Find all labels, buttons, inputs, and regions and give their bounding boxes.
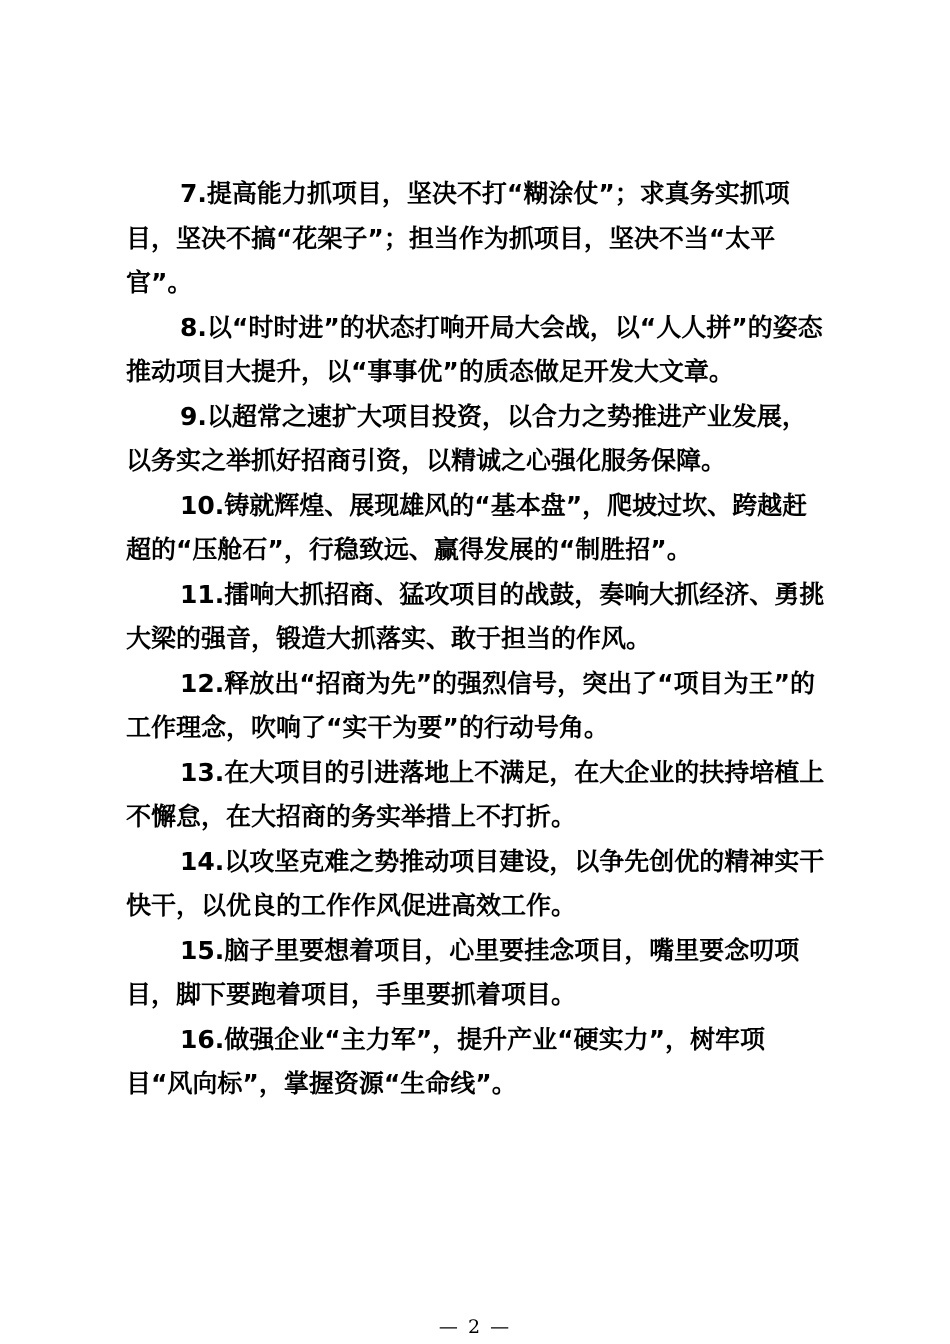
paragraph-text: 以攻坚克难之势推动项目建设，以争先创优的精神实干快干，以优良的工作作风促进高效工作。 [126,846,825,920]
paragraph-item-9 [126,395,830,484]
paragraph-text: 做强企业“主力军”，提升产业“硬实力”，树牢项目“风向标”，掌握资源“生命线”。 [126,1024,766,1098]
paragraph-text: 擂响大抓招商、猛攻项目的战鼓，奏响大抓经济、勇挑大梁的强音，锻造大抓落实、敢于担当的作风。 [126,579,825,653]
paragraph-item-8 [126,306,830,395]
paragraph-item-15 [126,929,830,1018]
paragraph-text: 在大项目的引进落地上不满足，在大企业的扶持培植上不懈怠，在大招商的务实举措上不打折。 [126,757,825,831]
paragraph-text: 提高能力抓项目，坚决不打“糊涂仗”；求真务实抓项目，坚决不搞“花架子”；担当作为抓项目，坚决不当“太平官”。 [126,179,790,297]
paragraph-item-13 [126,751,830,840]
paragraph-number: 16. [180,1024,225,1054]
paragraph-item-12 [126,662,830,751]
paragraph-item-11 [126,573,830,662]
paragraph-number: 7. [180,179,207,208]
paragraph-text: 以“时时进”的状态打响开局大会战，以“人人拼”的姿态推动项目大提升，以“事事优”的质态做足开发大文章。 [126,312,823,386]
paragraph-number: 11. [180,579,225,609]
paragraph-item-14 [126,840,830,929]
document-body [126,172,830,1107]
paragraph-number: 12. [180,668,225,698]
page-number: — 2 — [438,1316,512,1338]
paragraph-item-16 [126,1018,830,1107]
paragraph-number: 15. [180,935,225,965]
paragraph-number: 13. [180,757,225,787]
paragraph-number: 14. [180,846,225,876]
paragraph-text: 释放出“招商为先”的强烈信号，突出了“项目为王”的工作理念，吹响了“实干为要”的行动号角。 [126,668,816,742]
paragraph-text: 铸就辉煌、展现雄风的“基本盘”，爬坡过坎、跨越赶超的“压舱石”，行稳致远、赢得发展的“制胜招”。 [126,490,808,564]
paragraph-number: 10. [180,490,225,520]
paragraph-item-10 [126,484,830,573]
paragraph-text: 脑子里要想着项目，心里要挂念项目，嘴里要念叨项目，脚下要跑着项目，手里要抓着项目。 [126,935,800,1009]
paragraph-text: 以超常之速扩大项目投资，以合力之势推进产业发展，以务实之举抓好招商引资，以精诚之心强化服务保障。 [126,401,807,475]
paragraph-number: 8. [180,312,207,342]
paragraph-number: 9. [180,401,207,431]
paragraph-item-7 [126,172,830,306]
